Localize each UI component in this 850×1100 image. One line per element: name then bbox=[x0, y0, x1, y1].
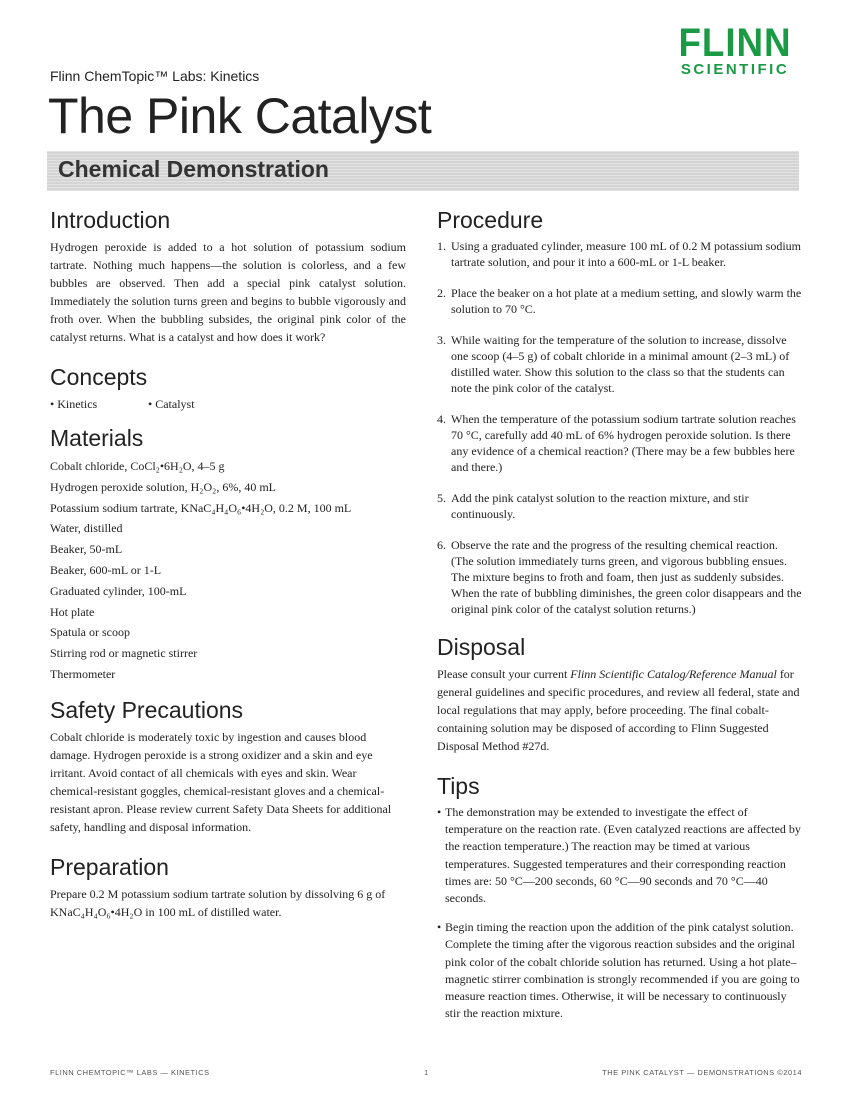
tips-heading: Tips bbox=[437, 773, 480, 799]
procedure-step bbox=[437, 332, 802, 396]
introduction-text: Hydrogen peroxide is added to a hot solution of potassium sodium tartrate. Nothing much happens—the solution is colorless, and a few bubbles are observed. Then add a special pink catalyst solution. Immediately the solution turns green and begins to bubble vigorously and froth over. When the bubbling subsides, the original pink color of the catalyst returns. What is a catalyst and how does it work? bbox=[50, 240, 406, 344]
flinn-scientific-logo bbox=[668, 21, 802, 78]
materials-heading: Materials bbox=[50, 425, 144, 451]
introduction-heading: Introduction bbox=[50, 207, 171, 233]
right-column bbox=[437, 205, 802, 1038]
tip-item bbox=[437, 919, 802, 1022]
step-number: 3. bbox=[437, 333, 446, 347]
step-text: Using a graduated cylinder, measure 100 mL of 0.2 M potassium sodium tartrate solution, and pour it into a 600-mL or 1-L beaker. bbox=[451, 239, 802, 269]
procedure-heading: Procedure bbox=[437, 207, 544, 233]
disposal-section bbox=[437, 632, 802, 755]
step-number: 5. bbox=[437, 491, 446, 505]
step-number: 2. bbox=[437, 286, 446, 300]
concepts-list bbox=[50, 395, 406, 413]
step-text: Add the pink catalyst solution to the reaction mixture, and stir continuously. bbox=[451, 491, 749, 521]
logo-wordmark-top: FLINN bbox=[678, 21, 792, 65]
disposal-heading: Disposal bbox=[437, 634, 526, 660]
step-number: 4. bbox=[437, 412, 446, 426]
procedure-step bbox=[437, 411, 802, 475]
footer-page-number: 1 bbox=[424, 1068, 429, 1077]
material-item: Hot plate bbox=[50, 604, 95, 619]
logo-wordmark-bottom: SCIENTIFIC bbox=[680, 61, 790, 78]
footer-right: THE PINK CATALYST — DEMONSTRATIONS ©2014 bbox=[602, 1068, 802, 1077]
safety-heading: Safety Precautions bbox=[50, 696, 244, 723]
procedure-step bbox=[437, 490, 802, 522]
disposal-text-part: for general guidelines and specific procedures, and review all federal, state and local regulations that may apply, before proceeding. The final cobalt-containing solution may be disposed of according to Flinn Suggested Disposal Method #27d. bbox=[437, 667, 800, 753]
page-title: The Pink Catalyst bbox=[48, 88, 432, 144]
tip-text: Begin timing the reaction upon the addition of the pink catalyst solution. Complete the timing after the vigorous reaction subsides and the original pink color of the cobalt chloride solution has returned. Using a hot plate–magnetic stirrer combination is strongly recommended if you are going to measure reaction times. Otherwise, it will be necessary to continuously stir the reaction mixture. bbox=[445, 920, 800, 1021]
material-item: Stirring rod or magnetic stirrer bbox=[50, 646, 198, 661]
preparation-text: Prepare 0.2 M potassium sodium tartrate solution by dissolving 6 g of KNaC₄H₄O₆•4H₂O in 100 mL of distilled water. bbox=[50, 886, 386, 919]
tip-item bbox=[437, 804, 802, 907]
footer-left: FLINN CHEMTOPIC™ LABS — KINETICS bbox=[50, 1068, 210, 1077]
step-text: When the temperature of the potassium sodium tartrate solution reaches 70 °C, carefully add 40 mL of 6% hydrogen peroxide solution. Is there any evidence of a chemical reaction? (There may be a few bubbles here and there.) bbox=[451, 412, 796, 474]
step-number: 1. bbox=[437, 239, 446, 253]
procedure-step bbox=[437, 537, 802, 617]
tips-section bbox=[437, 771, 802, 1022]
material-item: Spatula or scoop bbox=[50, 625, 130, 640]
bullet-icon: • bbox=[437, 920, 442, 935]
concept-item: • Catalyst bbox=[148, 397, 195, 411]
preparation-heading: Preparation bbox=[50, 853, 169, 880]
material-item: Thermometer bbox=[50, 666, 116, 681]
procedure-list bbox=[437, 238, 802, 617]
material-item: Water, distilled bbox=[50, 521, 123, 536]
procedure-step bbox=[437, 238, 802, 270]
materials-section bbox=[50, 423, 406, 685]
concepts-section bbox=[50, 362, 406, 413]
introduction-section bbox=[50, 205, 406, 346]
left-column bbox=[50, 205, 406, 937]
concept-item: • Kinetics bbox=[50, 397, 98, 411]
concepts-heading: Concepts bbox=[50, 364, 148, 390]
disposal-text bbox=[437, 665, 802, 755]
tip-text: The demonstration may be extended to investigate the effect of temperature on the reaction rate. (Even catalyzed reactions are affected by the reaction temperature.) The reaction may be timed at various temperatures. Suggested temperatures and their corresponding reaction times are: 50 °C—200 seconds, 60 °C—90 seconds and 70 °C—40 seconds. bbox=[445, 805, 801, 906]
series-label: Flinn ChemTopic™ Labs: Kinetics bbox=[50, 68, 260, 84]
material-item: Beaker, 50-mL bbox=[50, 542, 123, 557]
safety-text: Cobalt chloride is moderately toxic by ingestion and causes blood damage. Hydrogen peroxide is a strong oxidizer and a skin and eye irritant. Avoid contact of all chemicals with eyes and skin. Wear chemical-resistant goggles, chemical-resistant gloves and a chemical-resistant apron. Please review current Safety Data Sheets for additional safety, handling and disposal information. bbox=[50, 729, 392, 834]
disposal-text-part: Please consult your current bbox=[437, 667, 571, 681]
material-item: Hydrogen peroxide solution, H₂O₂, 6%, 40 mL bbox=[50, 479, 277, 494]
procedure-step bbox=[437, 285, 802, 317]
material-item: Graduated cylinder, 100-mL bbox=[50, 583, 187, 598]
section-banner bbox=[47, 151, 799, 191]
banner-label: Chemical Demonstration bbox=[58, 156, 329, 182]
step-number: 6. bbox=[437, 538, 446, 552]
material-item: Potassium sodium tartrate, KNaC₄H₄O₆•4H₂O, 0.2 M, 100 mL bbox=[50, 500, 352, 515]
bullet-icon: • bbox=[437, 805, 442, 819]
step-text: While waiting for the temperature of the solution to increase, dissolve one scoop (4–5 g) of cobalt chloride in a minimal amount (2–3 mL) of distilled water. Show this solution to the class so that the students can note the pink color of the catalyst. bbox=[451, 333, 790, 395]
procedure-section bbox=[437, 205, 802, 617]
catalog-reference: Flinn Scientific Catalog/Reference Manual bbox=[570, 667, 777, 681]
preparation-section bbox=[50, 852, 406, 921]
material-item: Cobalt chloride, CoCl₂•6H₂O, 4–5 g bbox=[50, 459, 225, 473]
material-item: Beaker, 600-mL or 1-L bbox=[50, 562, 162, 577]
step-text: Place the beaker on a hot plate at a medium setting, and slowly warm the solution to 70 °C. bbox=[451, 286, 802, 316]
step-text: Observe the rate and the progress of the resulting chemical reaction. (The solution immediately turns green, and vigorous bubbling ensues. The mixture begins to froth and foam, then just as suddenly subsides. When the rate of bubbling diminishes, the green color disappears and the original pink color of the catalyst solution returns.) bbox=[451, 538, 802, 616]
safety-section bbox=[50, 695, 406, 836]
